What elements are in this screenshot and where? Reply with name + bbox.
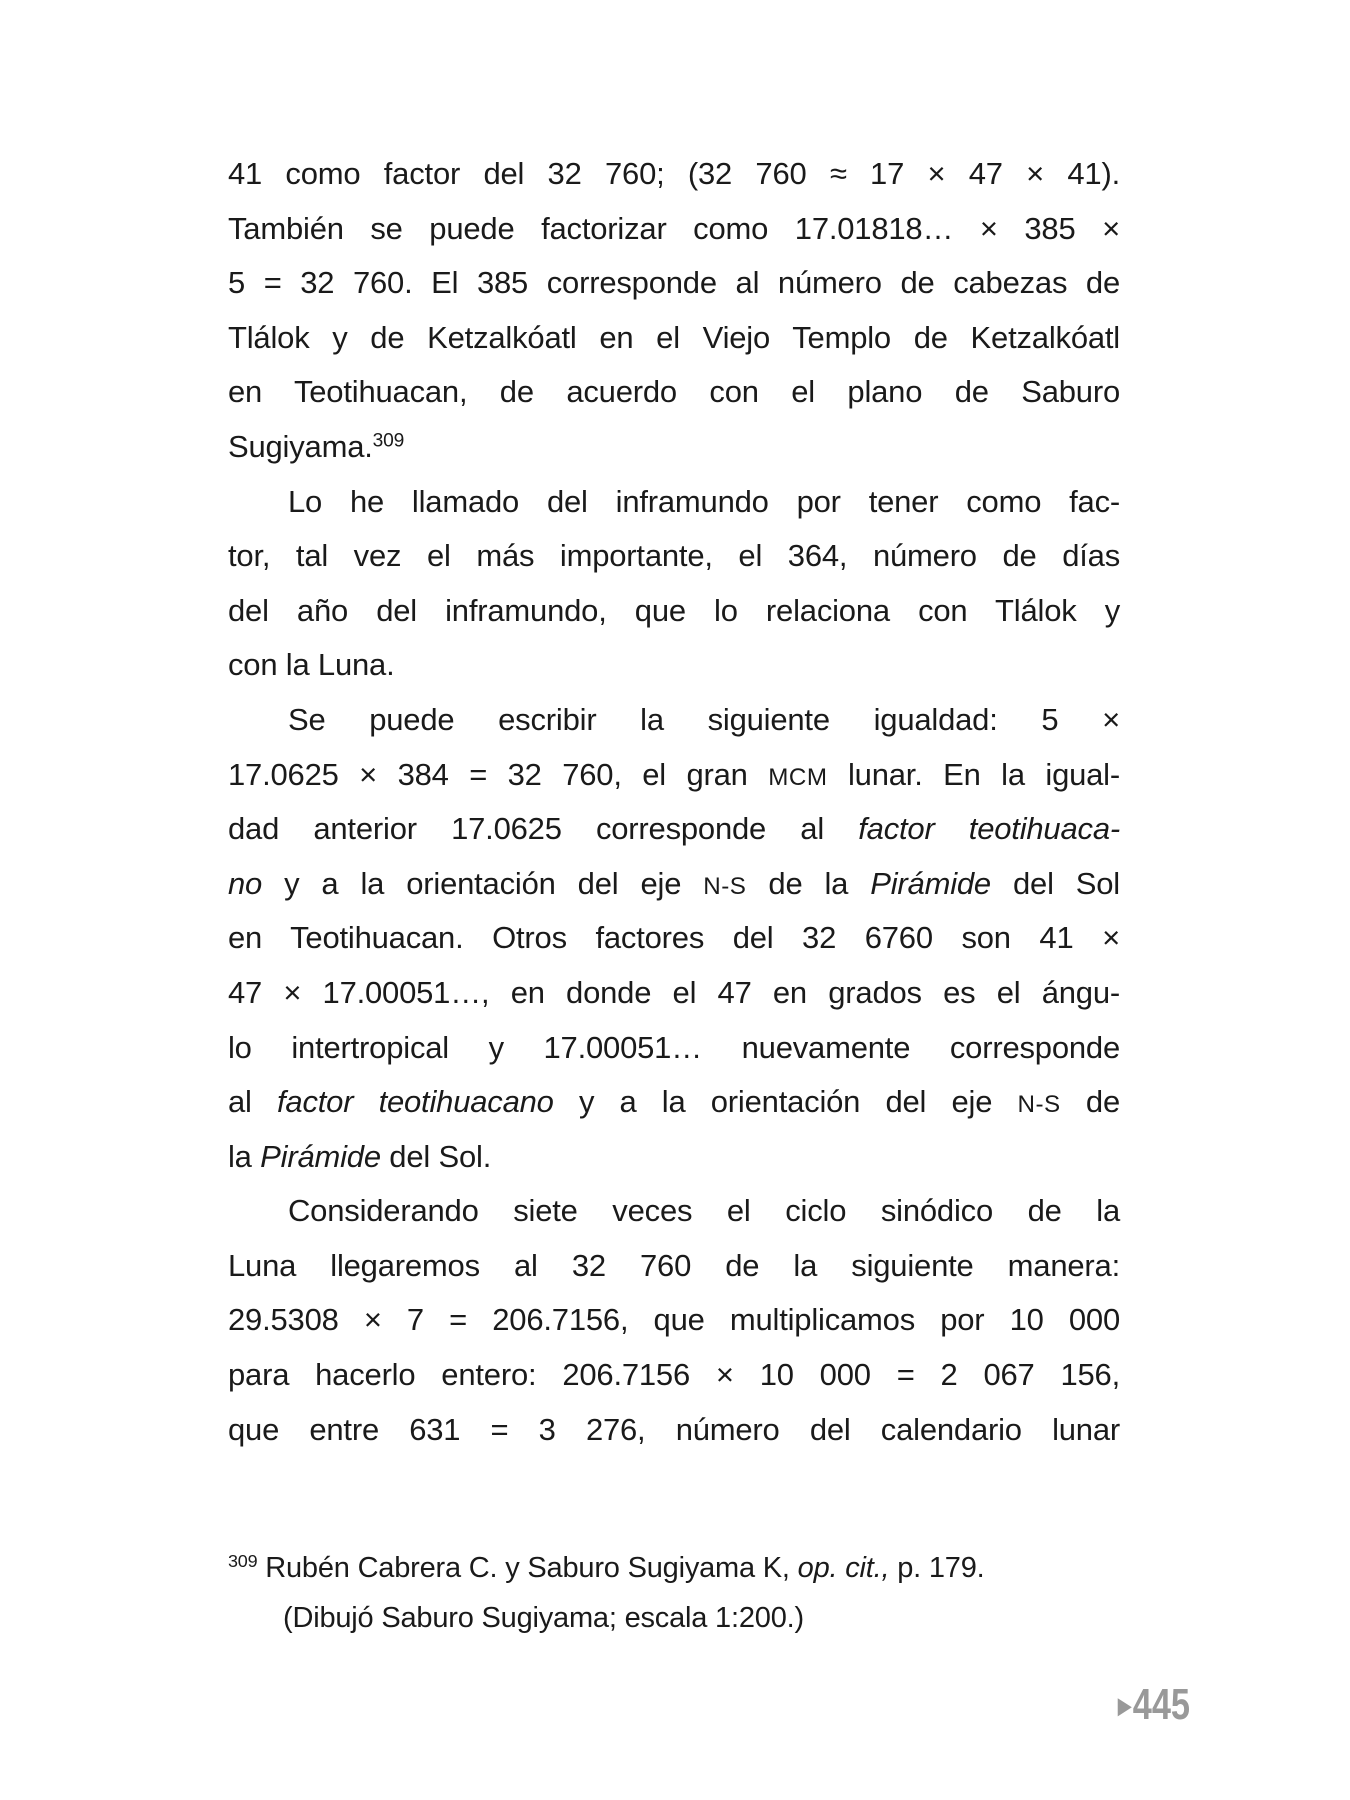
- text-segment: Luna llegaremos al 32 760 de la siguiente manera:: [228, 1247, 1120, 1283]
- text-line: [228, 529, 1120, 584]
- text-segment: dad anterior 17.0625 corresponde al: [228, 811, 859, 847]
- text-segment: tor, tal vez el más importante, el 364, número de días: [228, 538, 1120, 574]
- text-line: [228, 911, 1120, 966]
- italic-text: Pirámide: [260, 1138, 381, 1174]
- page-number: [1118, 1680, 1190, 1730]
- text-line: [228, 966, 1120, 1021]
- text-line: [228, 1130, 1120, 1185]
- footnote-number: 309: [228, 1551, 258, 1572]
- text-line: [228, 802, 1120, 857]
- text-segment: lo intertropical y 17.00051… nuevamente corresponde: [228, 1029, 1120, 1065]
- text-segment: Se puede escribir la siguiente igualdad: 5 ×: [288, 701, 1120, 737]
- text-line: [228, 1184, 1120, 1239]
- text-segment: Lo he llamado del inframundo por tener como fac-: [288, 483, 1120, 519]
- triangle-marker-icon: ▶: [1118, 1693, 1132, 1718]
- italic-text: Pirámide: [870, 865, 991, 901]
- small-caps-text: N-S: [1017, 1091, 1061, 1119]
- text-line: [228, 1239, 1120, 1294]
- italic-text: factor teotihuacano: [276, 1084, 554, 1120]
- text-line: [228, 202, 1120, 257]
- footnote-line: [228, 1543, 985, 1593]
- text-line: [228, 475, 1120, 530]
- footnote: [228, 1543, 985, 1643]
- text-segment: Sugiyama.: [228, 428, 373, 464]
- text-segment: del Sol: [990, 865, 1120, 901]
- body-text: [228, 147, 1120, 1457]
- page-number-value: 445: [1132, 1680, 1191, 1729]
- text-segment: al: [228, 1084, 277, 1120]
- text-segment: para hacerlo entero: 206.7156 × 10 000 = 2 067 156,: [228, 1357, 1120, 1393]
- text-line: [228, 147, 1120, 202]
- text-segment: de: [1060, 1084, 1120, 1120]
- small-caps-text: MCM: [768, 763, 828, 791]
- italic-text: factor teotihuaca-: [858, 811, 1120, 847]
- text-segment: Considerando siete veces el ciclo sinódico de la: [288, 1193, 1120, 1229]
- text-line: [228, 693, 1120, 748]
- text-segment: También se puede factorizar como 17.01818… × 385 ×: [228, 210, 1120, 246]
- footnote-reference: 309: [372, 430, 405, 452]
- text-segment: y a la orientación del eje: [553, 1084, 1018, 1120]
- text-segment: lunar. En la igual-: [827, 756, 1120, 792]
- text-line: [228, 256, 1120, 311]
- text-segment: del año del inframundo, que lo relaciona con Tlálok y: [228, 592, 1120, 628]
- text-line: [228, 1403, 1120, 1458]
- text-segment: 29.5308 × 7 = 206.7156, que multiplicamos por 10 000: [228, 1302, 1120, 1338]
- text-segment: en Teotihuacan, de acuerdo con el plano de Saburo: [228, 374, 1120, 410]
- text-line: [228, 584, 1120, 639]
- text-line: [228, 1075, 1120, 1130]
- text-line: [228, 420, 1120, 475]
- text-segment: en Teotihuacan. Otros factores del 32 6760 son 41 ×: [228, 920, 1120, 956]
- text-line: [228, 1021, 1120, 1076]
- text-segment: de la: [746, 865, 871, 901]
- text-segment: Tlálok y de Ketzalkóatl en el Viejo Templo de Ketzalkóatl: [228, 319, 1120, 355]
- italic-text: no: [228, 865, 263, 901]
- text-segment: 5 = 32 760. El 385 corresponde al número de cabezas de: [228, 265, 1120, 301]
- text-segment: la: [228, 1138, 261, 1174]
- text-line: [228, 365, 1120, 420]
- text-line: [228, 748, 1120, 803]
- text-line: [228, 1348, 1120, 1403]
- footnote-text: p. 179.: [889, 1552, 985, 1584]
- text-line: [228, 311, 1120, 366]
- text-segment: 41 como factor del 32 760; (32 760 ≈ 17 × 47 × 41).: [228, 156, 1120, 191]
- footnote-line: (Dibujó Saburo Sugiyama; escala 1:200.): [283, 1602, 804, 1634]
- small-caps-text: N-S: [703, 872, 747, 900]
- text-segment: con la Luna.: [228, 647, 395, 683]
- text-segment: del Sol.: [380, 1138, 492, 1174]
- footnote-text: Rubén Cabrera C. y Saburo Sugiyama K,: [265, 1552, 798, 1584]
- text-line: [228, 1293, 1120, 1348]
- text-segment: 47 × 17.00051…, en donde el 47 en grados es el ángu-: [228, 974, 1120, 1010]
- text-line: [228, 638, 1120, 693]
- text-line: [228, 857, 1120, 912]
- footnote-italic: op. cit.,: [797, 1552, 890, 1584]
- text-segment: y a la orientación del eje: [262, 865, 704, 901]
- text-segment: que entre 631 = 3 276, número del calendario lunar: [228, 1411, 1120, 1447]
- text-segment: 17.0625 × 384 = 32 760, el gran: [228, 756, 769, 792]
